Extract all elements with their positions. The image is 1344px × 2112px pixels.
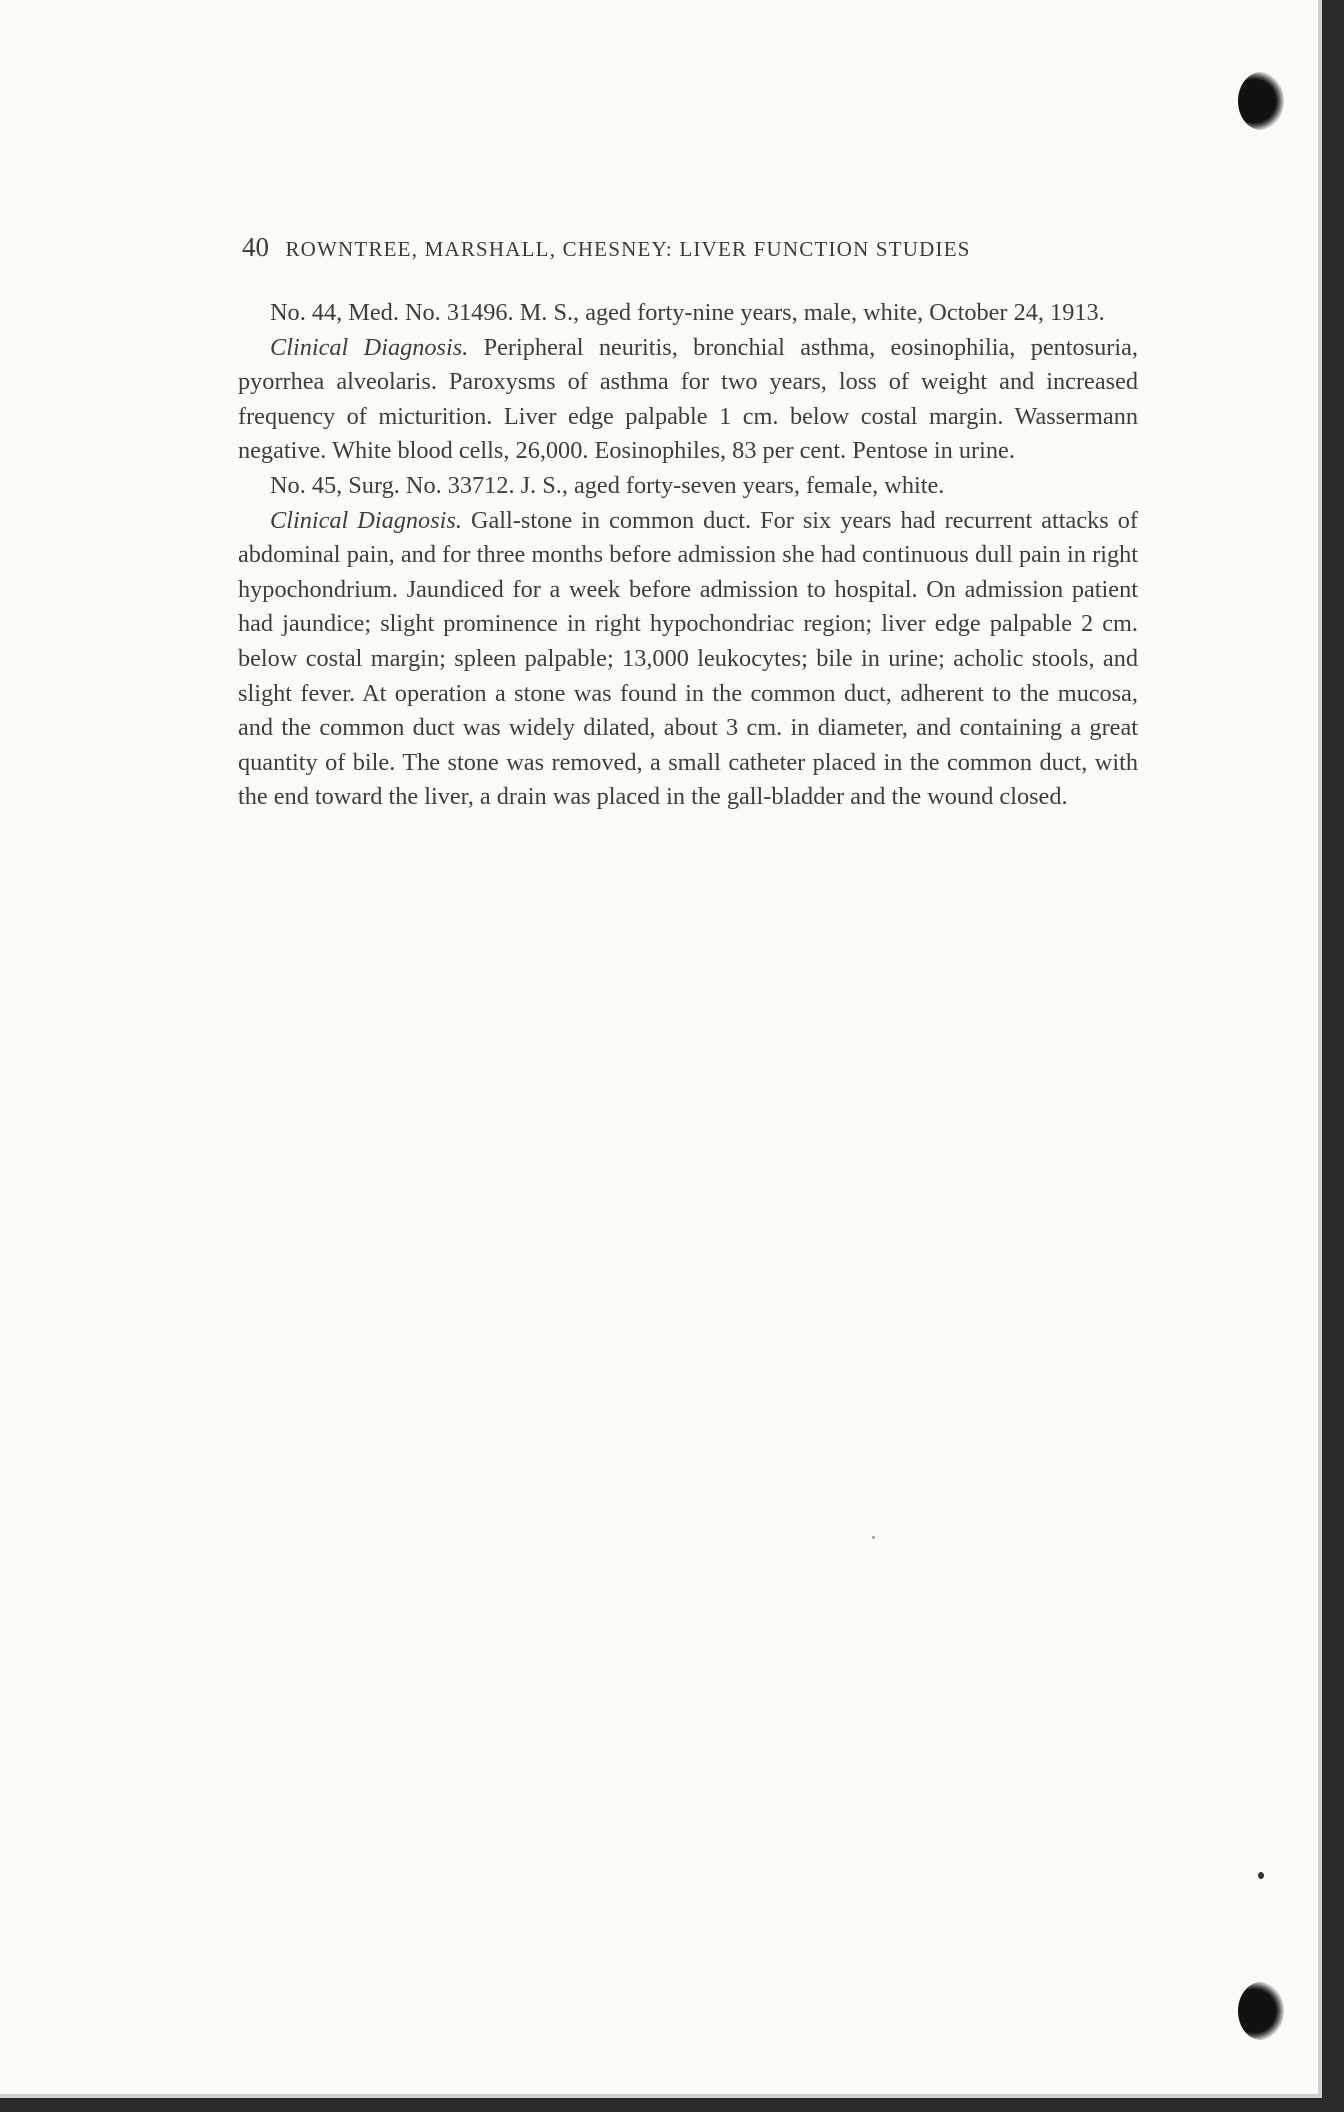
ink-speck-icon — [1258, 1872, 1264, 1879]
page-number: 40 — [242, 232, 269, 262]
case-44-diagnosis — [238, 331, 1138, 469]
running-header — [242, 232, 1122, 263]
ink-speck-icon — [872, 1536, 875, 1539]
case-45-diagnosis-label: Clinical Diagnosis. — [270, 506, 462, 534]
running-title: ROWNTREE, MARSHALL, CHESNEY: LIVER FUNCTION STUDIES — [285, 237, 971, 261]
binding-hole-bottom-icon — [1238, 1982, 1284, 2040]
case-44-diagnosis-label: Clinical Diagnosis. — [270, 333, 469, 361]
body-text — [238, 296, 1138, 815]
case-45-diagnosis — [238, 504, 1138, 815]
case-45-diagnosis-text: Gall-stone in common duct. For six years had recurrent attacks of abdominal pain, and for three months before admission she had continuous dull pain in right hypochondrium. Jaundiced for a week before admission to hospital. On admission patient had jaundice; slight prominence in right hypochondriac region; liver edge palpable 2 cm. below costal margin; spleen palpable; 13,000 leukocytes; bile in urine; acholic stools, and slight fever. At operation a stone was found in the common duct, adherent to the mucosa, and the common duct was widely dilated, about 3 cm. in diameter, and containing a great quantity of bile. The stone was removed, a small catheter placed in the common duct, with the end toward the liver, a drain was placed in the gall-bladder and the wound closed. — [238, 506, 1138, 811]
binding-hole-top-icon — [1238, 72, 1284, 130]
case-44-intro: No. 44, Med. No. 31496. M. S., aged forty-nine years, male, white, October 24, 1913. — [270, 299, 1105, 326]
case-45-intro: No. 45, Surg. No. 33712. J. S., aged forty-seven years, female, white. — [270, 471, 945, 499]
case-44-diagnosis-text: Peripheral neuritis, bronchial asthma, eosinophilia, pentosuria, pyorrhea alveolaris. Paroxysms of asthma for two years, loss of weight and increased frequency of micturition. Liver edge palpable 1 cm. below costal margin. Wassermann negative. White blood cells, 26,000. Eosinophiles, 83 per cent. Pentose in urine. — [238, 333, 1138, 465]
